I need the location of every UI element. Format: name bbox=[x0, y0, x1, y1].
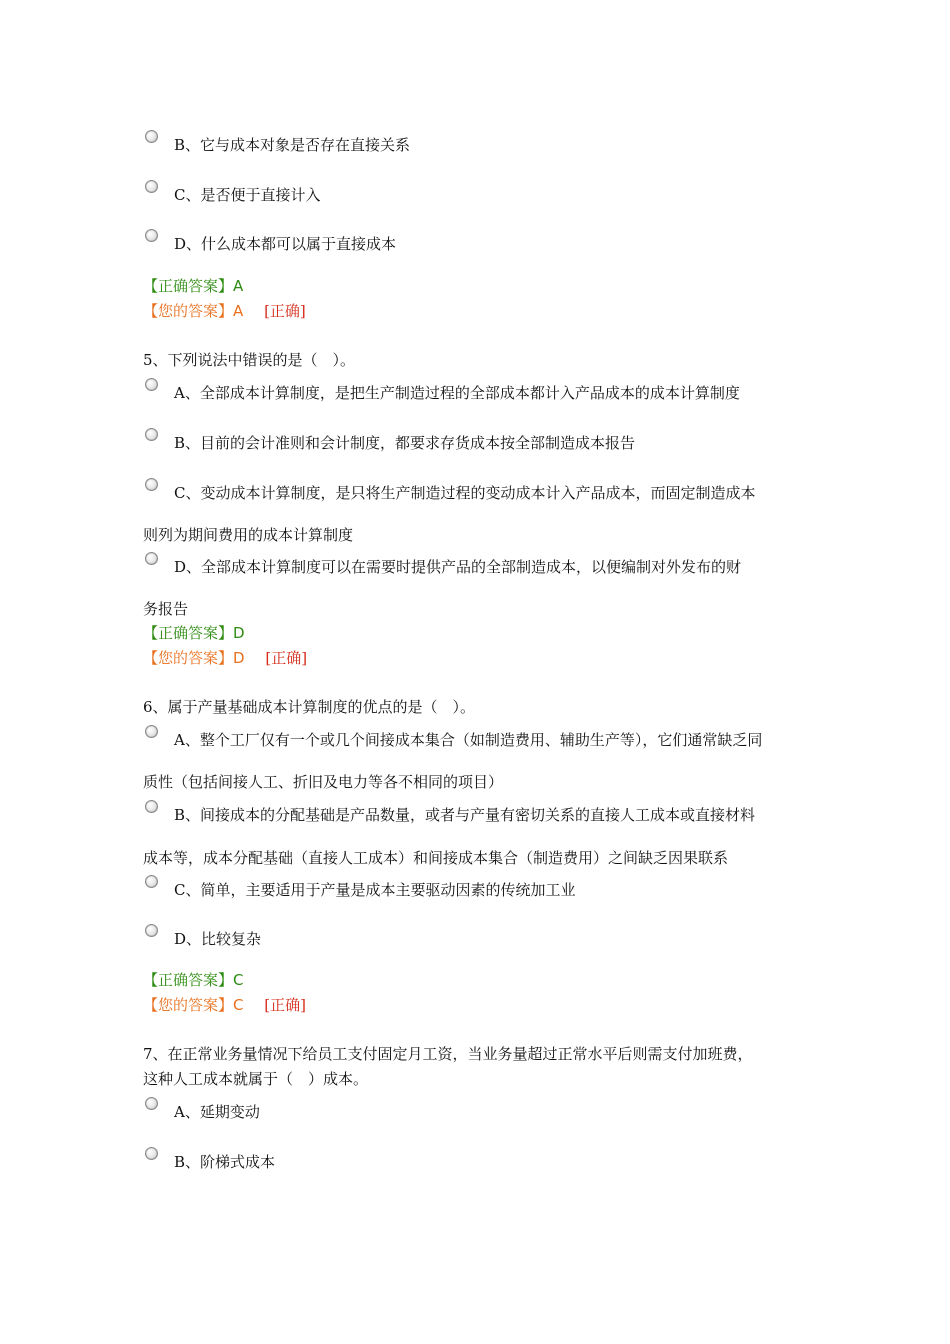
q5-option-b-text: B、目前的会计准则和会计制度，都要求存货成本按全部制造成本报告 bbox=[174, 434, 636, 452]
radio-q4-option-c[interactable] bbox=[145, 180, 158, 193]
answer-result-badge: [正确] bbox=[265, 649, 308, 667]
radio-q5-option-c[interactable] bbox=[145, 478, 158, 491]
radio-q5-option-d[interactable] bbox=[145, 552, 158, 565]
q7-option-b-text: B、阶梯式成本 bbox=[174, 1153, 276, 1171]
q4-correct-answer bbox=[143, 276, 243, 296]
q6-option-c-text: C、简单，主要适用于产量是成本主要驱动因素的传统加工业 bbox=[174, 881, 576, 899]
q4-your-answer bbox=[143, 301, 306, 321]
your-answer-value: D bbox=[233, 649, 245, 667]
answer-result-badge: [正确] bbox=[264, 996, 306, 1014]
q4-option-d-text: D、什么成本都可以属于直接成本 bbox=[174, 235, 397, 253]
q4-option-c-text: C、是否便于直接计入 bbox=[174, 186, 321, 204]
q6-option-a-text-cont: 质性（包括间接人工、折旧及电力等各不相同的项目） bbox=[143, 773, 504, 791]
correct-answer-value: D bbox=[233, 624, 245, 642]
answer-result-badge: [正确] bbox=[264, 302, 306, 320]
q7-question-text-cont: 这种人工成本就属于（ ）成本。 bbox=[143, 1070, 369, 1088]
radio-q5-option-b[interactable] bbox=[145, 428, 158, 441]
q6-option-b-text: B、间接成本的分配基础是产品数量，或者与产量有密切关系的直接人工成本或直接材料 bbox=[174, 806, 756, 824]
q6-your-answer bbox=[143, 995, 306, 1015]
radio-q4-option-d[interactable] bbox=[145, 229, 158, 242]
q7-option-a-text: A、延期变动 bbox=[174, 1103, 260, 1121]
q6-correct-answer bbox=[143, 970, 244, 990]
radio-q7-option-b[interactable] bbox=[145, 1147, 158, 1160]
q5-question-text: 5、下列说法中错误的是（ ）。 bbox=[143, 351, 356, 369]
your-answer-label: 【您的答案】 bbox=[143, 996, 234, 1014]
q6-option-b-text-cont: 成本等，成本分配基础（直接人工成本）和间接成本集合（制造费用）之间缺乏因果联系 bbox=[143, 849, 729, 867]
radio-q7-option-a[interactable] bbox=[145, 1097, 158, 1110]
q5-option-d-text-cont: 务报告 bbox=[143, 600, 189, 618]
your-answer-label: 【您的答案】 bbox=[143, 649, 234, 667]
radio-q6-option-d[interactable] bbox=[145, 924, 158, 937]
radio-q6-option-b[interactable] bbox=[145, 800, 158, 813]
q6-option-d-text: D、比较复杂 bbox=[174, 930, 262, 948]
q5-correct-answer bbox=[143, 623, 245, 643]
correct-answer-label: 【正确答案】 bbox=[143, 971, 234, 989]
q5-option-a-text: A、全部成本计算制度，是把生产制造过程的全部成本都计入产品成本的成本计算制度 bbox=[174, 384, 740, 402]
correct-answer-value: C bbox=[233, 971, 244, 989]
correct-answer-label: 【正确答案】 bbox=[143, 277, 234, 295]
q6-option-a-text: A、整个工厂仅有一个或几个间接成本集合（如制造费用、辅助生产等），它们通常缺乏同 bbox=[174, 731, 763, 749]
q6-question-text: 6、属于产量基础成本计算制度的优点的是（ ）。 bbox=[143, 698, 476, 716]
radio-q6-option-c[interactable] bbox=[145, 875, 158, 888]
correct-answer-value: A bbox=[233, 277, 244, 295]
q5-option-c-text: C、变动成本计算制度，是只将生产制造过程的变动成本计入产品成本，而固定制造成本 bbox=[174, 484, 756, 502]
your-answer-value: C bbox=[233, 996, 244, 1014]
your-answer-value: A bbox=[233, 302, 244, 320]
q5-option-d-text: D、全部成本计算制度可以在需要时提供产品的全部制造成本，以便编制对外发布的财 bbox=[174, 558, 742, 576]
correct-answer-label: 【正确答案】 bbox=[143, 624, 234, 642]
q7-question-text: 7、在正常业务量情况下给员工支付固定月工资，当业务量超过正常水平后则需支付加班费， bbox=[143, 1045, 753, 1063]
q5-your-answer bbox=[143, 648, 307, 668]
q5-option-c-text-cont: 则列为期间费用的成本计算制度 bbox=[143, 526, 354, 544]
radio-q6-option-a[interactable] bbox=[145, 725, 158, 738]
radio-q4-option-b[interactable] bbox=[145, 130, 158, 143]
radio-q5-option-a[interactable] bbox=[145, 378, 158, 391]
your-answer-label: 【您的答案】 bbox=[143, 302, 234, 320]
q4-option-b-text: B、它与成本对象是否存在直接关系 bbox=[174, 136, 411, 154]
